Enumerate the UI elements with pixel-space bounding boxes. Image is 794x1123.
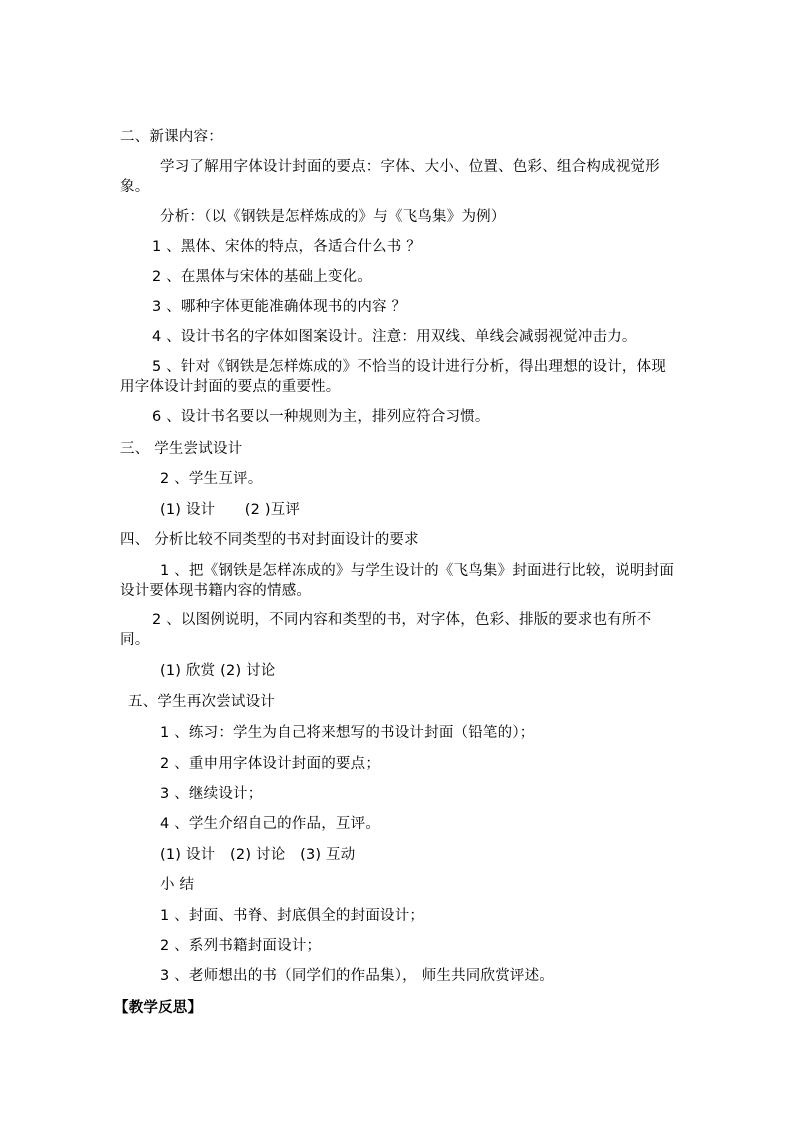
list-item: 6 、设计书名要以一种规则为主，排列应符合习惯。 — [152, 409, 490, 425]
list-item: 2 、以图例说明，不同内容和类型的书，对字体，色彩、排版的要求也有所不同。 — [120, 612, 652, 648]
sub-list: (1) 设计 (2) 讨论 (3) 互动 — [160, 847, 356, 863]
list-item: 1 、练习：学生为自己将来想写的书设计封面（铅笔的）； — [160, 725, 535, 741]
list-item: 5 、针对《钢铁是怎样炼成的》不恰当的设计进行分析，得出理想的设计，体现用字体设计封面的要点的重要性。 — [120, 359, 667, 395]
reflection-heading: 【教学反思】 — [114, 1000, 203, 1016]
list-item: 1 、把《钢铁是怎样冻成的》与学生设计的《飞鸟集》封面进行比较，说明封面设计要体现书籍内容的情感。 — [120, 563, 675, 599]
list-item: 3 、老师想出的书（同学们的作品集）， 师生共同欣赏评述。 — [160, 968, 554, 984]
summary-heading: 小 结 — [160, 877, 195, 893]
list-item: 2 、学生互评。 — [160, 471, 263, 487]
analysis-line: 分析：（以《钢铁是怎样炼成的》与《飞鸟集》为例） — [160, 209, 506, 225]
section-heading-new-content: 二、新课内容： — [120, 129, 223, 145]
list-item: 4 、设计书名的字体如图案设计。注意：用双线、单线会减弱视觉冲击力。 — [152, 329, 637, 345]
list-item: 2 、系列书籍封面设计； — [160, 938, 322, 954]
list-item: 2 、在黑体与宋体的基础上变化。 — [152, 269, 373, 285]
list-item: 2 、重申用字体设计封面的要点； — [160, 756, 381, 772]
list-item: 3 、继续设计； — [160, 786, 263, 802]
list-item: 4 、学生介绍自己的作品，互评。 — [160, 816, 381, 832]
sub-list: (1) 设计 (2 )互评 — [160, 502, 301, 518]
list-item: 1 、封面、书脊、封底俱全的封面设计； — [160, 908, 425, 924]
section-heading-redesign: 五、学生再次尝试设计 — [128, 694, 275, 710]
list-item: 1 、黑体、宋体的特点，各适合什么书 ？ — [152, 239, 421, 255]
section-heading-analysis-compare: 四、 分析比较不同类型的书对封面设计的要求 — [120, 532, 419, 548]
list-item: 3 、哪种字体更能准确体现书的内容 ？ — [152, 299, 407, 315]
sub-list: (1) 欣赏 (2) 讨论 — [160, 663, 276, 679]
section-heading-student-design: 三、 学生尝试设计 — [120, 441, 243, 457]
intro-paragraph: 学习了解用字体设计封面的要点：字体、大小、位置、色彩、组合构成视觉形象。 — [120, 159, 660, 195]
